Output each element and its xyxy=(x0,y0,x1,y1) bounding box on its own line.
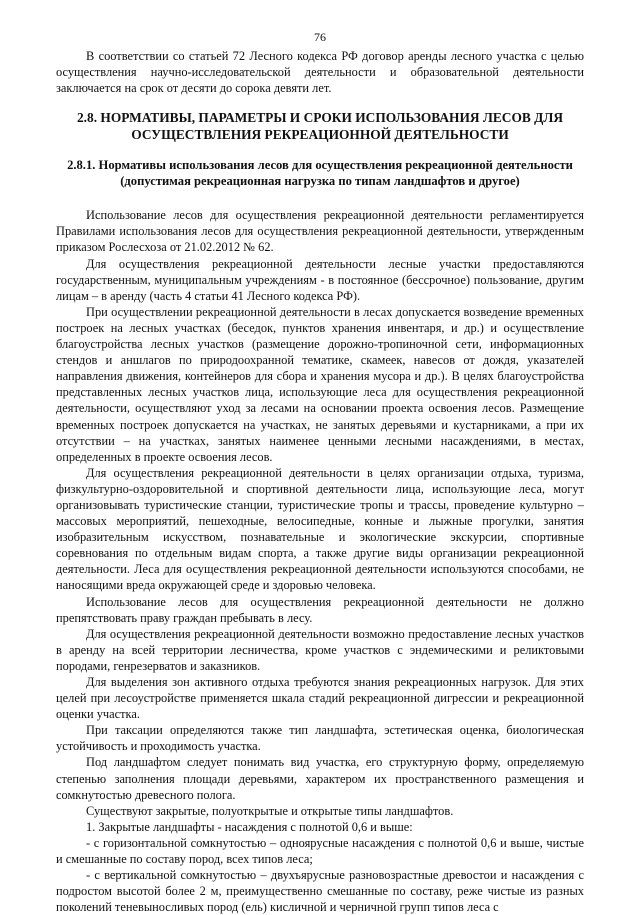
paragraph: Для осуществления рекреационной деятельности в целях организации отдыха, туризма, физкультурно-оздоровительной и спортивной деятельности лица, использующие леса, могут организовывать туристические станции, туристические тропы и трассы, проведение культурно – массовых мероприятий, пешеходные, велосипедные, конные и лыжные прогулки, занятия изобразительным искусством, познавательные и экологические экскурсии, спортивные соревнования по отдельным видам спорта, а также другие виды организации рекреационной деятельности. Леса для осуществления рекреационной деятельности используются способами, не наносящими вреда окружающей среде и здоровью человека. xyxy=(56,465,584,593)
paragraph: Для осуществления рекреационной деятельности возможно предоставление лесных участков в аренду на всей территории лесничества, кроме участков с эндемическими и реликтовыми породами, генрезерватов и заказников. xyxy=(56,626,584,673)
list-item: 1. Закрытые ландшафты - насаждения с полнотой 0,6 и выше: xyxy=(86,819,413,834)
subsection-heading-line-2: (допустимая рекреационная нагрузка по типам ландшафтов и другое) xyxy=(120,174,520,189)
body-text xyxy=(56,207,584,915)
paragraph: При таксации определяются также тип ландшафта, эстетическая оценка, биологическая устойчивость и проходимость участка. xyxy=(56,723,584,754)
section-heading-line-1: 2.8. НОРМАТИВЫ, ПАРАМЕТРЫ И СРОКИ ИСПОЛЬЗОВАНИЯ ЛЕСОВ ДЛЯ xyxy=(76,110,564,126)
subsection-heading xyxy=(56,157,584,189)
paragraph: Использование лесов для осуществления рекреационной деятельности регламентируется Правилами использования лесов для осуществления рекреационной деятельности, утвержденным приказом Рослесхоза от 21.02.2012 № 62. xyxy=(56,208,584,255)
paragraph: Использование лесов для осуществления рекреационной деятельности не должно препятствовать праву граждан пребывать в лесу. xyxy=(56,594,584,625)
paragraph: Для осуществления рекреационной деятельности лесные участки предоставляются государственным, муниципальным учреждениям - в постоянное (бессрочное) пользование, другим лицам – в аренду (часть 4 статьи 41 Лесного кодекса РФ). xyxy=(56,256,584,303)
paragraph: Существуют закрытые, полуоткрытые и открытые типы ландшафтов. xyxy=(86,803,454,818)
paragraph: При осуществлении рекреационной деятельности в лесах допускается возведение временных построек на лесных участках (беседок, пунктов хранения инвентаря, и др.) и осуществление благоустройства лесных участков (размещение дорожно-тропиночной сети, информационных стендов и аншлагов по природоохранной тематике, скамеек, навесов от дождя, указателей направления движения, контейнеров для сбора и хранения мусора и др.). В целях благоустройства представленных лесных участков лица, использующие леса для осуществления рекреационной деятельности, осуществляют уход за лесами на основании проекта освоения лесов. Размещение временных построек допускается на участках, не занятых деревьями и кустарниками, а при их отсутствии – на участках, занятых наименее ценными лесными насаждениями, в местах, определенных в проекте освоения лесов. xyxy=(56,304,584,464)
paragraph: Под ландшафтом следует понимать вид участка, его структурную форму, определяемую степенью заполнения площади деревьями, характером их пространственного размещения и сомкнутостью древесного полога. xyxy=(56,755,584,802)
section-heading-line-2: ОСУЩЕСТВЛЕНИЯ РЕКРЕАЦИОННОЙ ДЕЯТЕЛЬНОСТИ xyxy=(131,127,509,143)
list-item: - с горизонтальной сомкнутостью – одноярусные насаждения с полнотой 0,6 и выше, чистые и смешанные по составу пород, всех типов леса; xyxy=(56,835,584,867)
intro-paragraph: В соответствии со статьей 72 Лесного кодекса РФ договор аренды лесного участка с целью осуществления научно-исследовательской деятельности и образовательной деятельности заключается на срок от десяти до сорока девяти лет. xyxy=(56,49,584,96)
subsection-heading-line-1: 2.8.1. Нормативы использования лесов для осуществления рекреационной деятельности xyxy=(67,158,573,173)
page-number: 76 xyxy=(314,30,326,44)
section-heading xyxy=(56,109,584,143)
paragraph: Для выделения зон активного отдыха требуются знания рекреационных нагрузок. Для этих целей при лесоустройстве применяется шкала стадий рекреационной дигрессии и рекреационной оценки участка. xyxy=(56,675,584,722)
list-item: - с вертикальной сомкнутостью – двухъярусные разновозрастные древостои и насаждения с подростом высотой более 2 м, преимущественно смешанные по составу, реже чистые из разных поколений теневыносливых пород (ель) кисличной и черничной групп типов леса с xyxy=(56,868,584,915)
